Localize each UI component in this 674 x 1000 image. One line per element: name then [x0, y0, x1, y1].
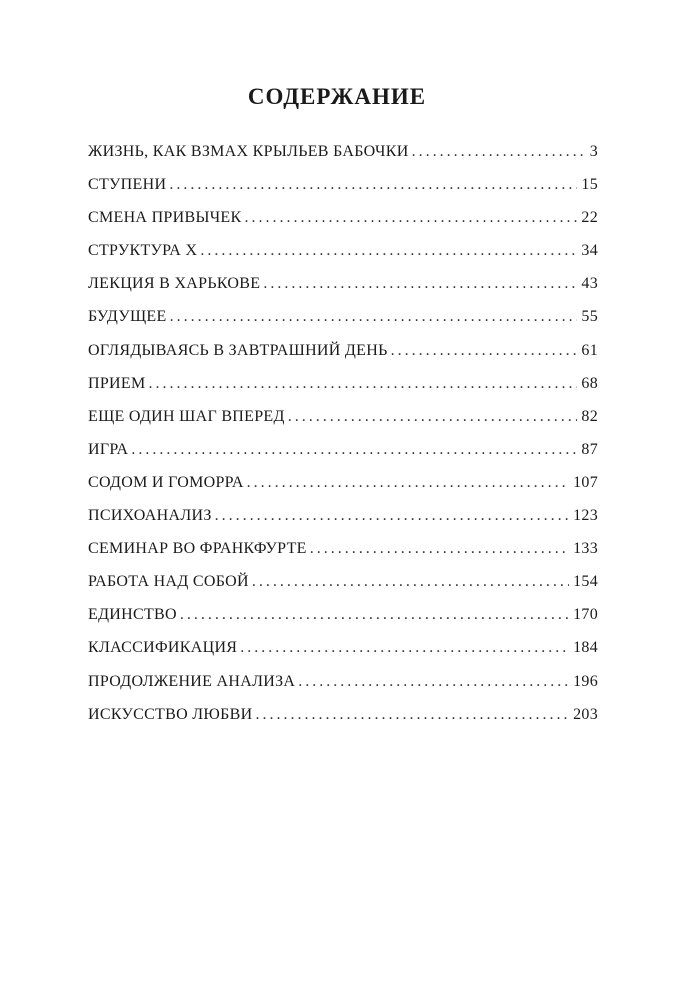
dot-leader	[240, 639, 569, 657]
toc-entry-page-number: 170	[573, 606, 598, 624]
table-of-contents	[88, 143, 598, 739]
dot-leader	[252, 573, 569, 591]
toc-entry-title: ПРОДОЛЖЕНИЕ АНАЛИЗА	[88, 672, 296, 690]
toc-entry	[88, 242, 598, 275]
dot-leader	[180, 606, 569, 624]
toc-entry-title: СОДОМ И ГОМОРРА	[88, 473, 244, 491]
toc-entry-page-number: 22	[581, 209, 598, 227]
toc-entry	[88, 474, 598, 507]
toc-entry-page-number: 133	[573, 540, 598, 558]
dot-leader	[247, 474, 569, 492]
toc-entry-page-number: 107	[573, 473, 598, 491]
dot-leader	[131, 441, 577, 459]
toc-entry-title: СТУПЕНИ	[88, 176, 167, 194]
toc-entry-page-number: 87	[581, 440, 598, 458]
toc-entry	[88, 673, 598, 706]
toc-entry-page-number: 123	[573, 507, 598, 525]
toc-entry-title: СТРУКТУРА Х	[88, 242, 198, 260]
toc-entry	[88, 143, 598, 176]
toc-entry-page-number: 184	[573, 639, 598, 657]
toc-entry-title: ЖИЗНЬ, КАК ВЗМАХ КРЫЛЬЕВ БАБОЧКИ	[88, 143, 409, 160]
toc-entry-page-number: 203	[573, 705, 598, 723]
toc-entry	[88, 209, 598, 242]
toc-entry-title: РАБОТА НАД СОБОЙ	[88, 573, 249, 591]
toc-entry	[88, 308, 598, 341]
toc-entry	[88, 606, 598, 639]
toc-entry-title: БУДУЩЕЕ	[88, 308, 167, 326]
dot-leader	[263, 275, 577, 293]
toc-entry-title: СЕМИНАР ВО ФРАНКФУРТЕ	[88, 540, 307, 558]
toc-entry-title: КЛАССИФИКАЦИЯ	[88, 639, 238, 657]
dot-leader	[169, 176, 577, 194]
toc-entry	[88, 342, 598, 375]
toc-entry-page-number: 55	[581, 308, 598, 326]
toc-entry-title: ИГРА	[88, 440, 129, 458]
toc-entry-title: ИСКУССТВО ЛЮБВИ	[88, 705, 253, 723]
toc-entry	[88, 706, 598, 739]
toc-entry-page-number: 61	[581, 341, 598, 359]
toc-entry	[88, 639, 598, 672]
toc-entry-page-number: 15	[581, 176, 598, 194]
toc-entry	[88, 275, 598, 308]
toc-entry	[88, 408, 598, 441]
page-title: СОДЕРЖАНИЕ	[247, 84, 427, 109]
toc-entry-title: ПСИХОАНАЛИЗ	[88, 507, 212, 525]
toc-entry-title: ЕЩЕ ОДИН ШАГ ВПЕРЕД	[88, 407, 285, 425]
toc-entry	[88, 375, 598, 408]
toc-entry	[88, 441, 598, 474]
toc-entry-page-number: 34	[581, 242, 598, 260]
toc-entry-page-number: 68	[581, 374, 598, 392]
dot-leader	[255, 706, 569, 724]
toc-entry-title: СМЕНА ПРИВЫЧЕК	[88, 209, 242, 227]
dot-leader	[310, 540, 569, 558]
toc-entry	[88, 540, 598, 573]
toc-entry-title: ПРИЕМ	[88, 374, 146, 392]
toc-entry-title: ЛЕКЦИЯ В ХАРЬКОВЕ	[88, 275, 261, 293]
toc-entry	[88, 573, 598, 606]
toc-entry-title: ЕДИНСТВО	[88, 606, 177, 624]
dot-leader	[298, 673, 569, 691]
dot-leader	[215, 507, 569, 525]
toc-entry-page-number: 43	[581, 275, 598, 293]
dot-leader	[412, 143, 586, 161]
toc-entry-page-number: 82	[581, 407, 598, 425]
toc-entry-page-number: 3	[589, 143, 598, 160]
dot-leader	[391, 342, 578, 360]
toc-entry-page-number: 154	[573, 573, 598, 591]
dot-leader	[200, 242, 577, 260]
dot-leader	[288, 408, 578, 426]
toc-entry-page-number: 196	[573, 672, 598, 690]
toc-entry-title: ОГЛЯДЫВАЯСЬ В ЗАВТРАШНИЙ ДЕНЬ	[88, 341, 388, 359]
dot-leader	[244, 209, 577, 227]
dot-leader	[170, 308, 578, 326]
dot-leader	[149, 375, 578, 393]
toc-entry	[88, 507, 598, 540]
toc-entry	[88, 176, 598, 209]
